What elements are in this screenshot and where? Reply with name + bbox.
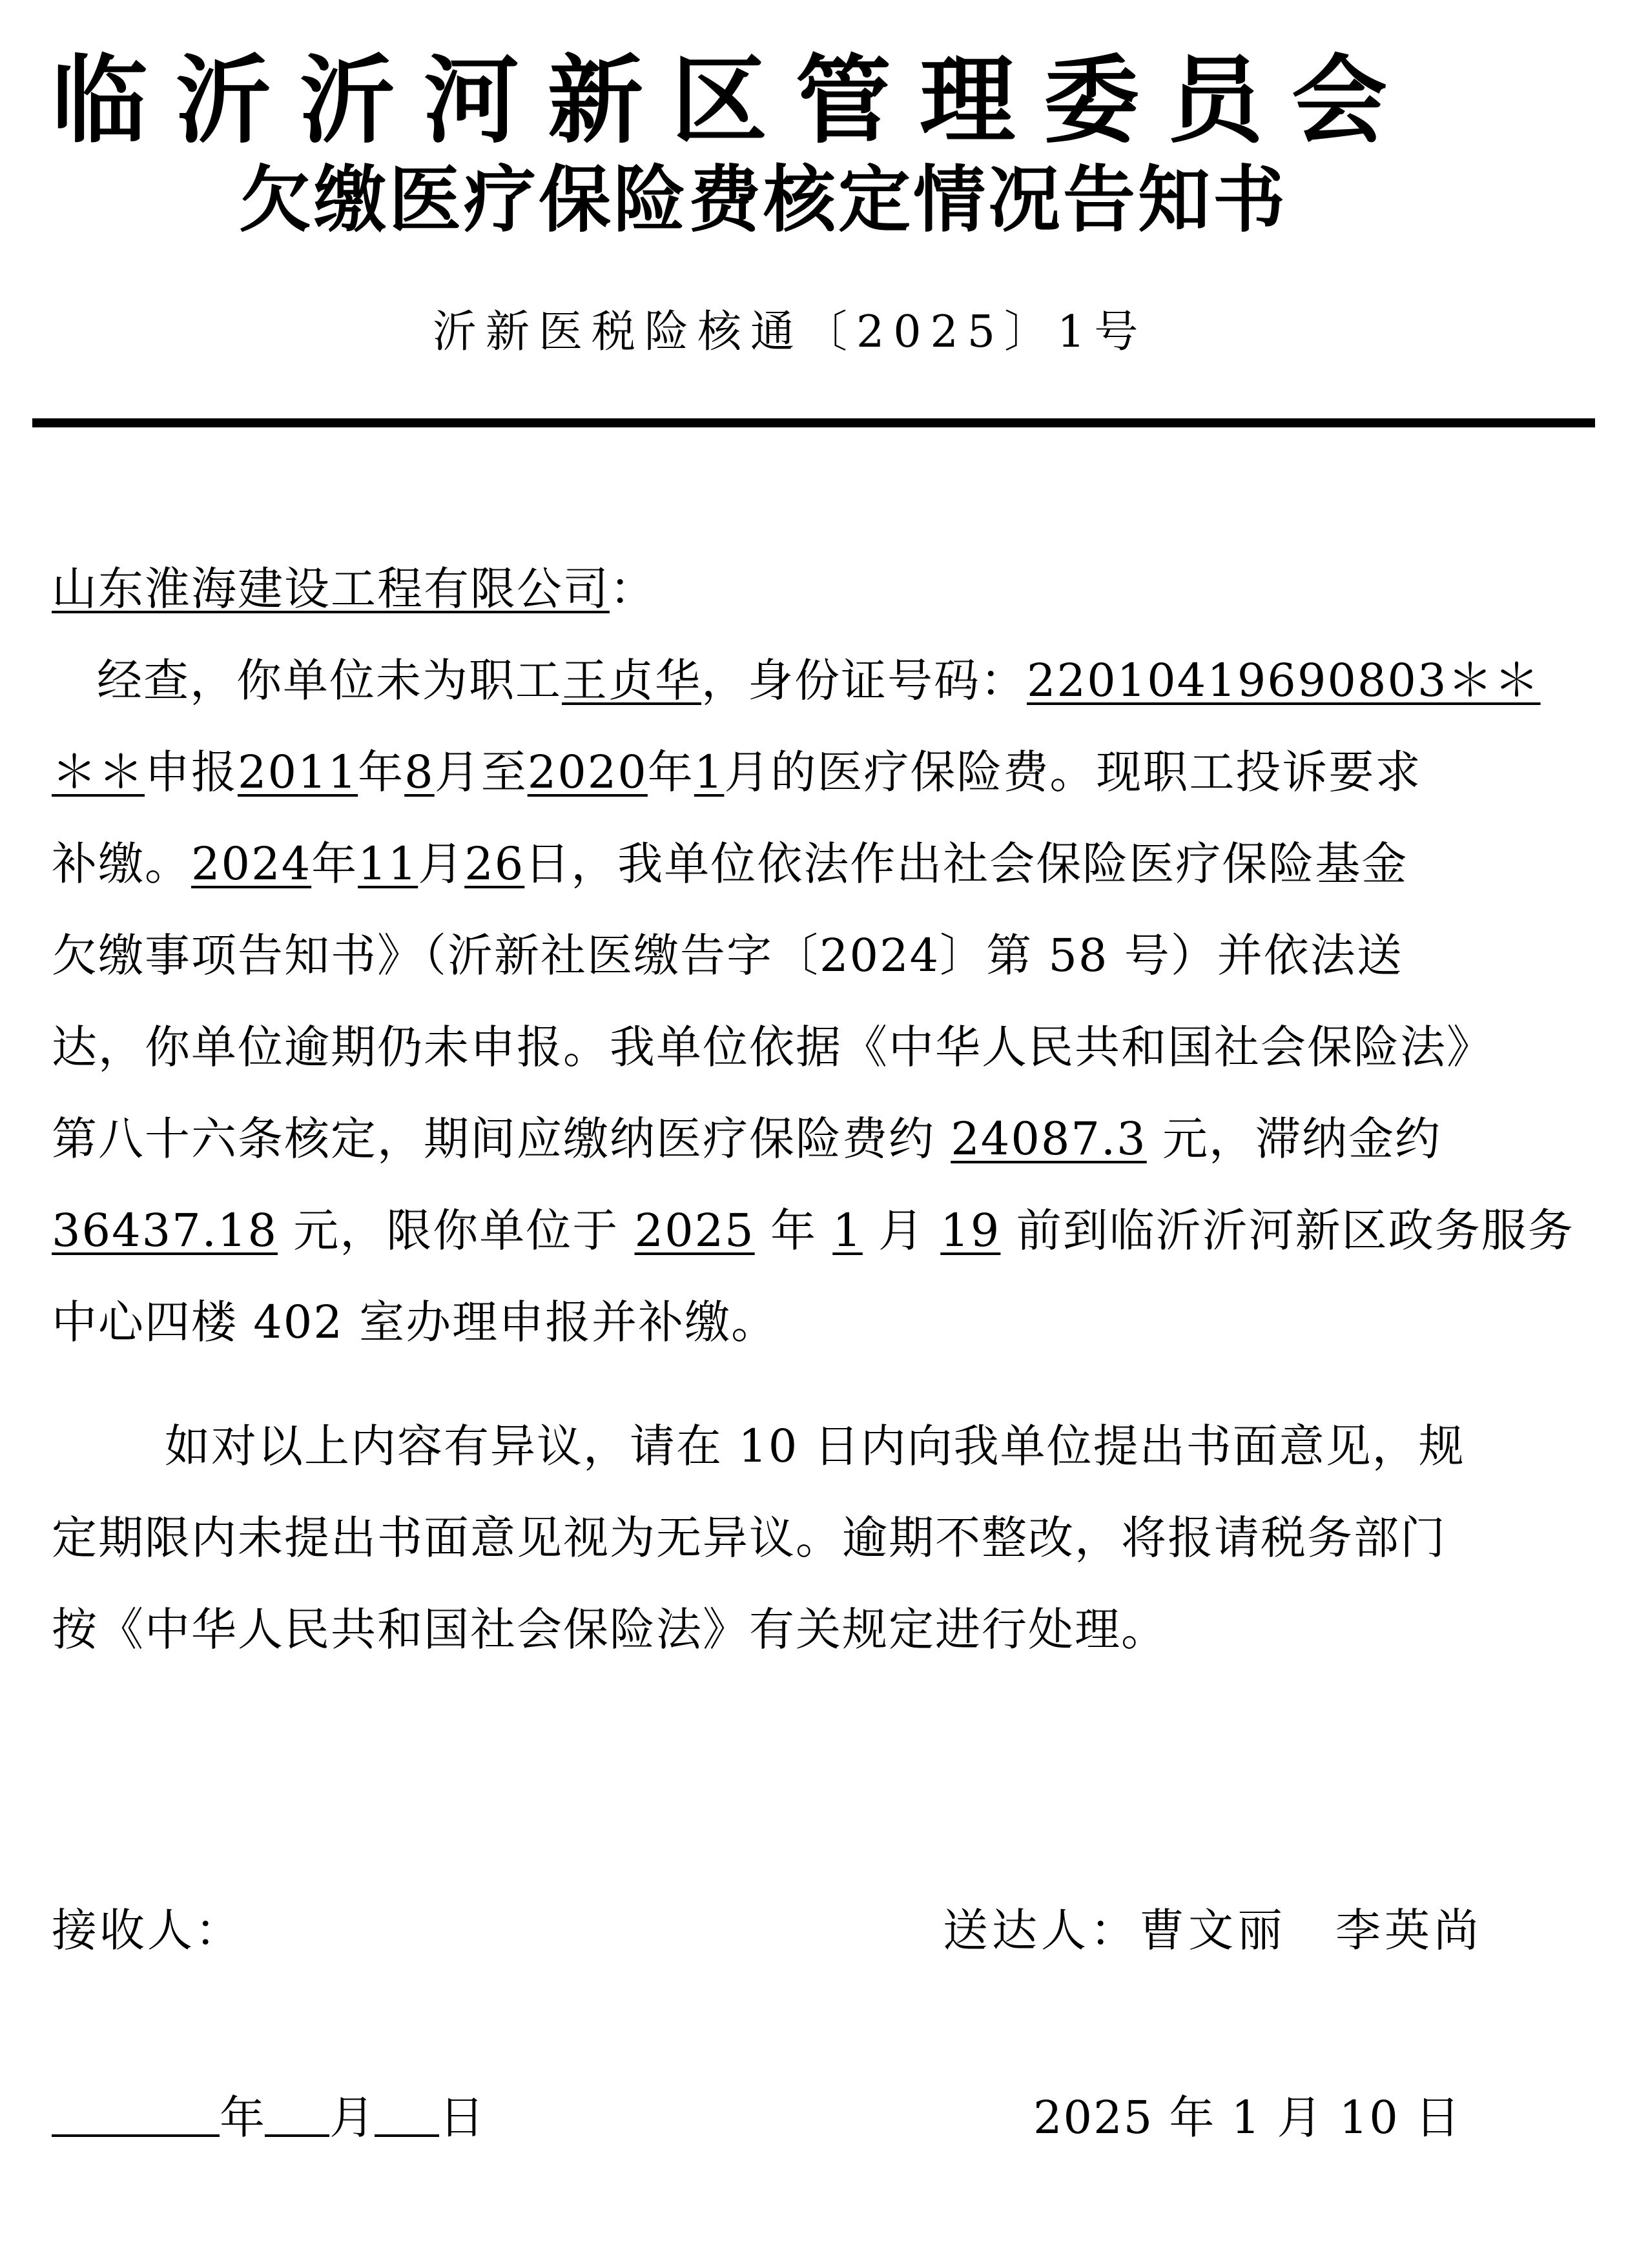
body-line-1	[97, 648, 1541, 713]
end-year: 2020	[527, 746, 648, 799]
body-text: 月至	[434, 746, 528, 799]
deadline-day: 19	[940, 1204, 1001, 1257]
body-text: 年	[311, 837, 358, 890]
body-text: 年	[754, 1204, 833, 1257]
body-line-9: 如对以上内容有异议，请在 10 日内向我单位提出书面意见，规	[165, 1420, 1465, 1473]
body-line-8: 中心四楼 402 室办理申报并补缴。	[52, 1296, 778, 1349]
body-line-7	[52, 1198, 1574, 1263]
body-line-5: 达，你单位逾期仍未申报。我单位依据《中华人民共和国社会保险法》	[52, 1021, 1493, 1074]
deliverer-label: 送达人：	[943, 1904, 1139, 1957]
body-line-11: 按《中华人民共和国社会保险法》有关规定进行处理。	[52, 1603, 1168, 1656]
body-text: 月	[862, 1204, 941, 1257]
addressee-colon: ：	[610, 562, 656, 615]
deliverer-names: 曹文丽 李英尚	[1139, 1904, 1483, 1957]
notice-year: 2024	[191, 837, 312, 890]
body-line-3	[52, 832, 1408, 896]
header-divider	[32, 418, 1595, 427]
body-line-6	[52, 1107, 1441, 1171]
body-text: 月的医疗保险费。现职工投诉要求	[724, 746, 1422, 799]
body-line-2	[52, 740, 1421, 804]
addressee-line	[52, 557, 656, 621]
end-month: 1	[694, 746, 725, 799]
document-number: 沂新医税险核通〔2025〕1号	[433, 307, 1148, 358]
body-text: 日，我单位依法作出社会保险医疗保险基金	[524, 837, 1408, 890]
month-blank	[265, 2089, 329, 2137]
body-text: 补缴。	[52, 837, 191, 890]
employee-id-number: 22010419690803＊＊	[1027, 654, 1541, 707]
body-text: 月	[418, 837, 465, 890]
receipt-date-field	[52, 2085, 484, 2150]
employee-id-tail: ＊＊	[52, 746, 145, 799]
deliverer-line	[943, 1898, 1483, 1963]
body-text: 年	[358, 746, 405, 799]
year-blank	[52, 2089, 220, 2137]
receiver-label: 接收人：	[52, 1904, 243, 1957]
body-text: ，身份证号码：	[701, 654, 1027, 707]
deadline-month: 1	[832, 1204, 863, 1257]
addressee-company: 山东淮海建设工程有限公司	[52, 562, 610, 615]
body-text: 年	[647, 746, 694, 799]
body-line-4: 欠缴事项告知书》（沂新社医缴告字〔2024〕第 58 号）并依法送	[52, 929, 1403, 982]
body-text: 经查，你单位未为职工	[97, 654, 562, 707]
day-label: 日	[439, 2091, 484, 2144]
employee-name: 王贞华	[562, 654, 701, 707]
premium-amount: 24087.3	[951, 1112, 1147, 1165]
body-text: 申报	[145, 746, 238, 799]
late-fee-amount: 36437.18	[52, 1204, 278, 1257]
body-text: 元，限你单位于	[278, 1204, 635, 1257]
body-text: 第八十六条核定，期间应缴纳医疗保险费约	[52, 1112, 951, 1165]
month-label: 月	[329, 2091, 375, 2144]
body-line-10: 定期限内未提出书面意见视为无异议。逾期不整改，将报请税务部门	[52, 1511, 1447, 1564]
start-month: 8	[404, 746, 435, 799]
notice-day: 26	[464, 837, 525, 890]
document-title: 欠缴医疗保险费核定情况告知书	[239, 158, 1288, 242]
body-text: 元，滞纳金约	[1146, 1112, 1441, 1165]
body-text: 前到临沂沂河新区政务服务	[1000, 1204, 1574, 1257]
deadline-year: 2025	[634, 1204, 755, 1257]
issue-date: 2025 年 1 月 10 日	[1033, 2091, 1462, 2144]
day-blank	[375, 2089, 439, 2137]
start-year: 2011	[238, 746, 358, 799]
notice-month: 11	[358, 837, 418, 890]
issuing-authority-title: 临沂沂河新区管理委员会	[52, 44, 1416, 156]
year-label: 年	[220, 2091, 265, 2144]
